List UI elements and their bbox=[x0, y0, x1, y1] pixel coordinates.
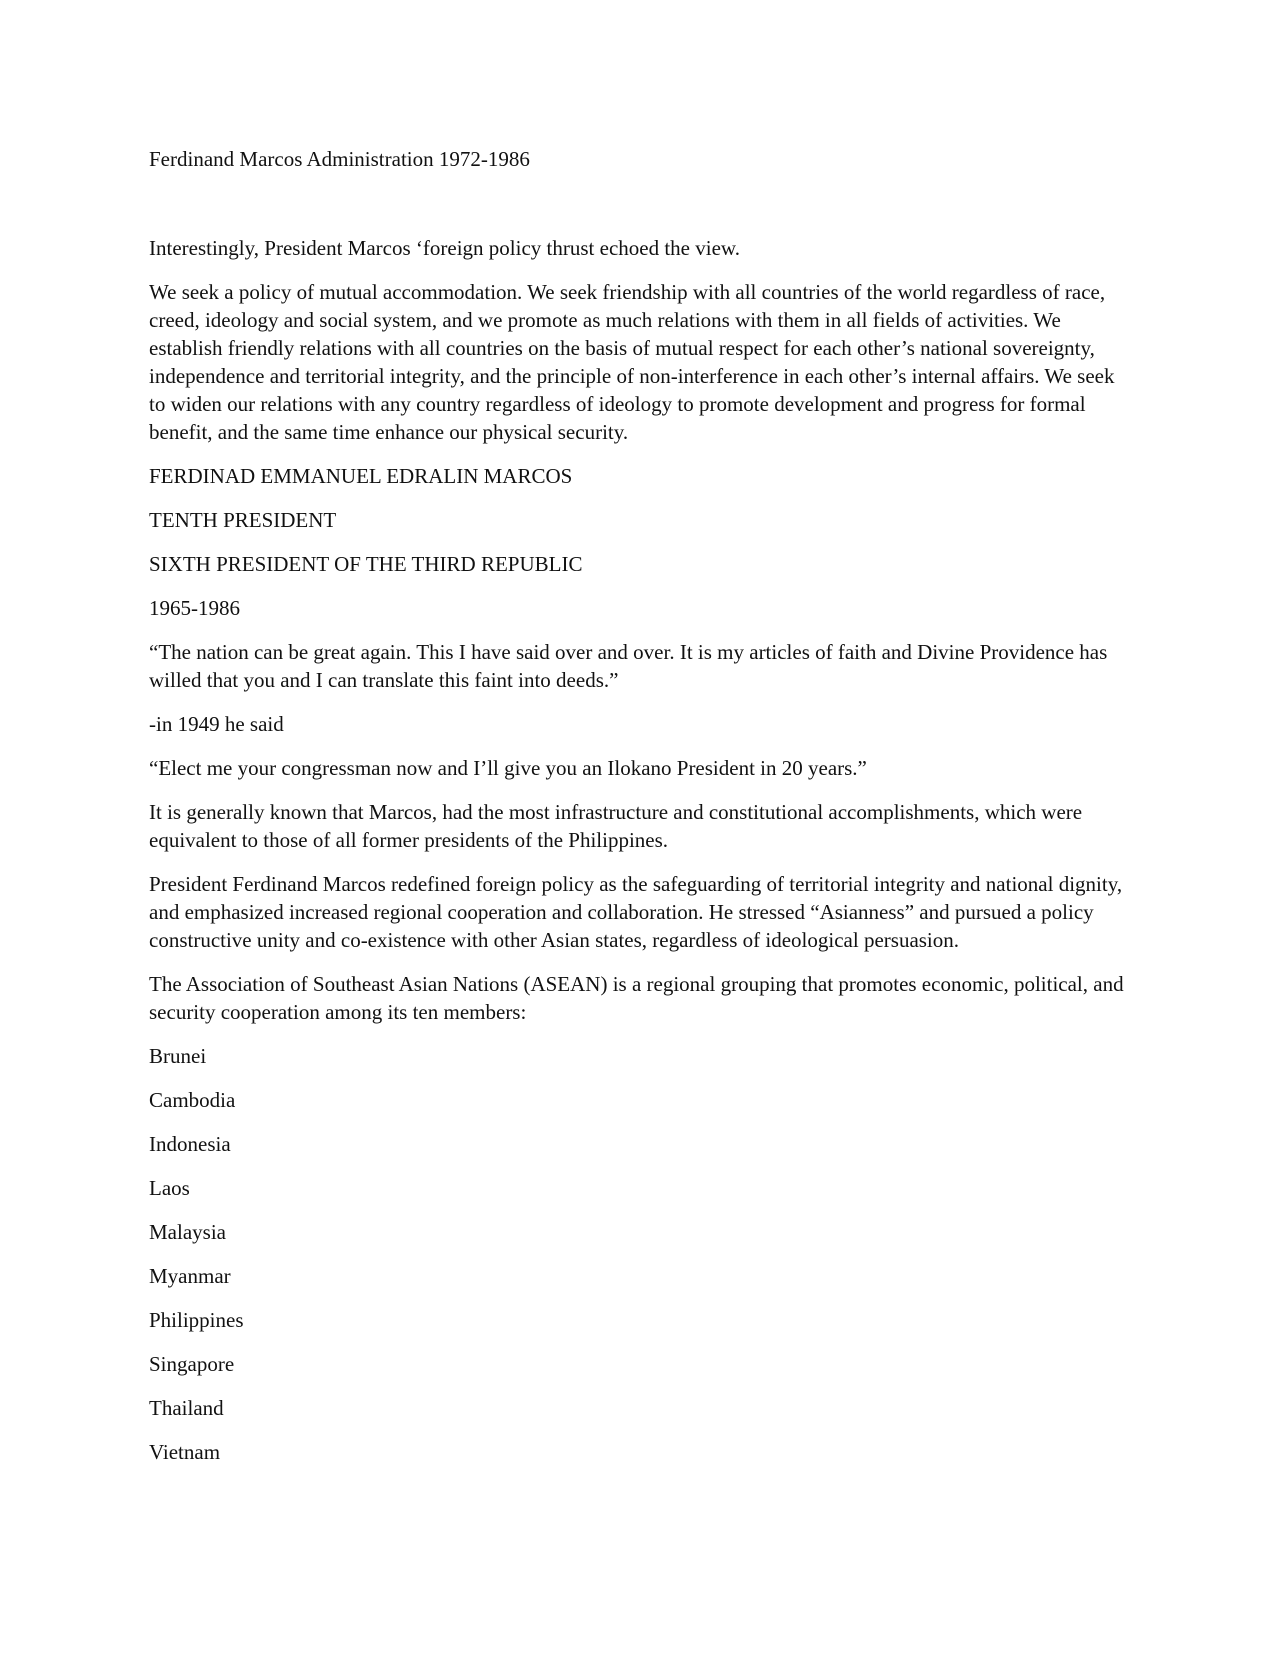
list-item: Cambodia bbox=[149, 1088, 236, 1112]
foreign-policy-paragraph: President Ferdinand Marcos redefined foreign policy as the safeguarding of territorial integrity and national dignity, and emphasized increased regional cooperation and collaboration. He stressed “Asianness” and pursued a policy constructive unity and co-existence with other Asian states, regardless of ideological persuasion. bbox=[149, 872, 1123, 952]
list-item: Myanmar bbox=[149, 1264, 231, 1288]
asean-paragraph: The Association of Southeast Asian Nations (ASEAN) is a regional grouping that promotes economic, political, and security cooperation among its ten members: bbox=[149, 972, 1124, 1024]
nation-great-quote: “The nation can be great again. This I have said over and over. It is my articles of faith and Divine Providence has willed that you and I can translate this faint into deeds.” bbox=[149, 640, 1108, 692]
tenth-president-line: TENTH PRESIDENT bbox=[149, 508, 337, 532]
term-years-line: 1965-1986 bbox=[149, 596, 240, 620]
document-title: Ferdinand Marcos Administration 1972-1986 bbox=[149, 147, 530, 171]
list-item: Laos bbox=[149, 1176, 190, 1200]
list-item: Singapore bbox=[149, 1352, 235, 1376]
list-item: Philippines bbox=[149, 1308, 244, 1332]
sixth-president-line: SIXTH PRESIDENT OF THE THIRD REPUBLIC bbox=[149, 552, 583, 576]
document-content bbox=[149, 145, 1134, 1482]
accomplishments-paragraph: It is generally known that Marcos, had the most infrastructure and constitutional accomplishments, which were equivalent to those of all former presidents of the Philippines. bbox=[149, 800, 1083, 852]
list-item: Malaysia bbox=[149, 1220, 226, 1244]
list-item: Indonesia bbox=[149, 1132, 231, 1156]
quote-attribution: -in 1949 he said bbox=[149, 712, 284, 736]
policy-quote-paragraph: We seek a policy of mutual accommodation. We seek friendship with all countries of the world regardless of race, creed, ideology and social system, and we promote as much relations with them in all fields of activities. We establish friendly relations with all countries on the basis of mutual respect for each other’s national sovereignty, independence and territorial integrity, and the principle of non-interference in each other’s internal affairs. We seek to widen our relations with any country regardless of ideology to promote development and progress for formal benefit, and the same time enhance our physical security. bbox=[149, 280, 1115, 444]
asean-member-list bbox=[149, 1042, 1134, 1466]
congressman-quote: “Elect me your congressman now and I’ll give you an Ilokano President in 20 years.” bbox=[149, 756, 867, 780]
list-item: Brunei bbox=[149, 1044, 207, 1068]
list-item: Thailand bbox=[149, 1396, 224, 1420]
intro-paragraph: Interestingly, President Marcos ‘foreign policy thrust echoed the view. bbox=[149, 236, 740, 260]
full-name-heading: FERDINAD EMMANUEL EDRALIN MARCOS bbox=[149, 464, 573, 488]
list-item: Vietnam bbox=[149, 1440, 221, 1464]
